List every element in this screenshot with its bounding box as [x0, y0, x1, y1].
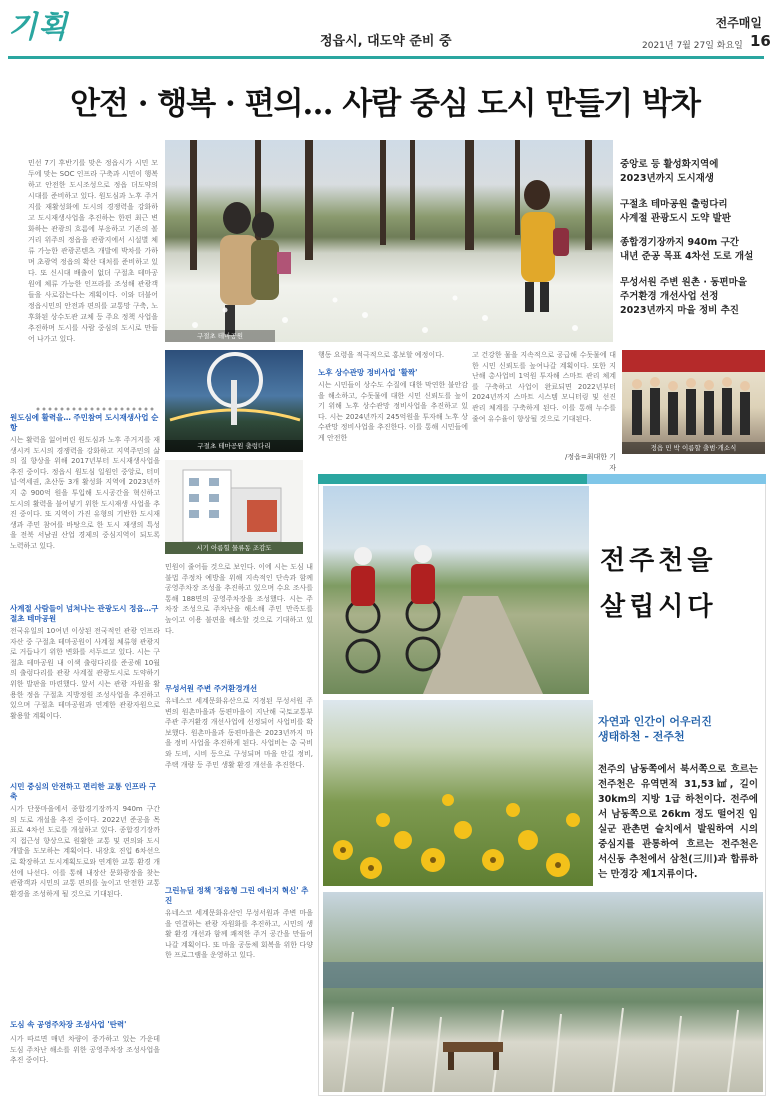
- campaign-photo-flowers: [323, 700, 593, 886]
- summary-3: [620, 236, 753, 264]
- ceremony-scene: [622, 350, 765, 454]
- section-title: 정읍시, 대도약 준비 중: [320, 34, 452, 49]
- summary-2: [620, 198, 731, 226]
- main-photo-scene: [165, 140, 613, 342]
- summary-2-line-2: 사계절 관광도시 도약 발판: [620, 213, 731, 224]
- yellow-flowers-scene: [323, 700, 593, 886]
- main-photo-caption: 구절초 테마공원: [165, 330, 275, 342]
- ceremony-caption: 정읍 민 박 이름할 출범·개소식: [622, 442, 765, 454]
- bridge-night-scene: [165, 350, 303, 452]
- left-subhead-4: 도심 속 공영주차장 조성사업 '탄력': [10, 1020, 127, 1029]
- campaign-subtitle-line-2: 생태하천 - 전주천: [598, 730, 685, 743]
- bridge-photo-caption: 구절초 테마공원 출렁다리: [165, 440, 303, 452]
- mid-text-3: 민원이 줄어들 것으로 보인다. 이에 시는 도심 내 불법 주정차 예방을 위해 지속적인 단속과 함께 공영주차장 조성을 추진하고 있으며 수요 조사를 통해 188면의 공영주차장을 조성했다. 시는 주차장 조성으로 주차난을 해소해 주민 만족도를 높이고 이용 불편을 해소할 것으로 기대하고 있다.: [165, 563, 313, 635]
- campaign-subtitle: [598, 714, 712, 744]
- campaign-subtitle-line-1: 자연과 인간이 어우러진: [598, 715, 712, 728]
- left-text-3: 시가 단풍마을에서 종합경기장까지 940m 구간의 도로 개설을 추진 중이다. 2022년 준공을 목표로 4차선 도로를 개설하고 있다. 종합경기장까지 접근성 향상으로 원활한 교통 및 편의와 도시개발을 도모하는 계획이다. 내장호 진입 6차선으로 확장하고 도시계획도로와 연계한 교통 환경 개선에 나선다. 이를 통해 내장산 문화광장을 찾는 관광객과 시민의 교통 편의를 높이고 안전한 교통 환경을 조성하게 될 것으로 기대된다.: [10, 805, 160, 898]
- housing-caption: 시기 아름힐 물류동 조감도: [165, 542, 303, 554]
- cyclists-scene: [323, 486, 589, 694]
- mid-text-1: 행동 요령을 적극적으로 홍보할 예정이다.: [318, 351, 445, 359]
- summary-4-line-3: 2023년까지 마을 정비 추진: [620, 305, 739, 316]
- left-text-4: 시가 따르면 매년 차량이 증가하고 있는 가운데 도심 주차난 해소를 위한 공영주차장 조성사업을 추진 중이다.: [10, 1035, 160, 1065]
- housing-rendering: [165, 460, 303, 554]
- dotted-divider: [35, 407, 155, 411]
- mid-subhead-3: 그린뉴딜 정책 '정읍형 그린 에너지 혁신' 추진: [165, 886, 309, 905]
- left-subhead-2: 사계절 사람들이 넘쳐나는 관광도시 정읍…구절초 테마공원: [10, 604, 159, 623]
- campaign-title-line-1: 전주천을: [600, 546, 717, 576]
- section-logo: 기획: [8, 10, 68, 45]
- summary-3-line-2: 내년 준공 목표 4차선 도로 개설: [620, 251, 754, 262]
- left-subhead-3: 시민 중심의 안전하고 편리한 교통 인프라 구축: [10, 782, 157, 801]
- housing-building: [165, 460, 303, 554]
- main-photo-flower-field: [165, 140, 613, 342]
- summary-1: [620, 158, 718, 186]
- ceremony-photo: [622, 350, 765, 454]
- campaign-body: 전주의 남동쪽에서 북서쪽으로 흐르는 전주천은 유역면적 31,53㎢, 길이 30km의 지방 1급 하천이다. 전주에서 남동쪽으로 26km 정도 떨어진 임실군 관촌면 슬치에서 발원하여 시의 중심지를 관통하여 흐르는 전주천은 서신동 추천에서 삼천(三川)과 합류하는 만경강 제1지류이다.: [598, 764, 758, 880]
- campaign-photo-river: [323, 892, 763, 1092]
- right-text: 고 건강한 물을 지속적으로 공급해 수돗물에 대한 시민 신뢰도를 높여나갈 계획이다. 또한 지난해 총사업비 1억원 투자해 스마트 관리 체계를 구축하고 사업이 완료되면 2022년부터 2024년까지 스마트 시스템 모니터링 및 선진 관리 체계를 구축하게 된다. 이를 통해 누수를 줄여 유수율이 향상될 것으로 기대된다.: [472, 351, 616, 423]
- page-number: 16: [750, 32, 771, 50]
- mid-subhead-2: 무성서원 주변 주거환경개선: [165, 684, 258, 693]
- summary-1-line-1: 중앙로 등 활성화지역에: [620, 159, 719, 170]
- summary-4-line-1: 무성서원 주변 원촌 · 동편마을: [620, 277, 747, 288]
- mid-text-5: 유네스코 세계문화유산인 무성서원과 주변 마을을 연결하는 관광 자원화를 추진하고, 시민의 생활 환경 개선과 함께 쾌적한 주거 공간을 만들어 나갈 계획이다. 또 마을 공동체 회복을 위한 다양한 프로그램을 운영하고 있다.: [165, 909, 313, 960]
- summary-4-line-2: 주거환경 개선사업 선정: [620, 291, 719, 302]
- river-reeds-scene: [323, 892, 763, 1092]
- left-text-2: 전국유일의 10여년 이상된 전국적인 관광 인프라 자산 중 구절초 테마공원이 사계절 체류형 관광지로 거듭나기 위한 변화를 서두르고 있다. 시는 구절초 테마공원 내 이색 출렁다리를 준공해 10월의 출렁다리를 관광 사계절 관광도시로 도약하기 위한 발판을 마련했다. 앞서 시는 관광 자원을 활용한 정읍 구절초 지방정원 조성사업을 추진하고 있으며 구절초 테마공원과 연계한 관광자원으로 활용할 계획이다.: [10, 627, 160, 720]
- newspaper-name: 전주매일: [715, 16, 762, 30]
- campaign-photo-cyclists: [323, 486, 589, 694]
- byline: /정읍=최대한 기자: [564, 453, 616, 472]
- bridge-photo: [165, 350, 303, 452]
- mid-text-4: 유네스코 세계문화유산으로 지정된 무성서원 주변의 원촌마을과 동편마을이 지난해 국토교통부 주관 주거환경 개선사업에 선정되어 사업비를 확보했다. 원촌마을과 동편마을은 2023년까지 마을 정비 사업을 추진하게 된다. 사업비는 총 국비와 도비, 시비 등으로 구성되며 마을 안길 정비, 주택 개량 등 주민 생활 환경 개선을 추진한다.: [165, 697, 313, 769]
- header-rule: [8, 56, 764, 59]
- campaign-title-line-2: 살립시다: [600, 592, 717, 622]
- lead-paragraph: 민선 7기 후반기를 맞은 정읍시가 시민 모두에 맞는 SOC 인프라 구축과 시민이 행복하고 안전한 도시조성으로 정읍 더도약의 시대를 준비하고 있다. 원도심과 노후 주거지를 재활성화에 도시의 경쟁력을 강화하고 도시재생사업을 추진하는 한편 최근 변화하는 관광의 흐름에 부응하고 기존의 볼거리 위주의 정읍을 관광지에서 시설별 체류 가능한 관광콘텐츠 개발에 박차를 가하며 초광역 정읍의 확산 대처를 준비하고 있다. 또 신시대 배출이 없더 구절초 테마공원에 체류 가능한 인프라를 조성해 관광객들을 사로잡는다는 계획이다. 이와 더불어 정읍시민의 안전과 편의를 교통망 구축, 노후화된 상수도관 교체 등 주요 정책 사업을 추진하며 도시를 사람 중심의 도시로 만들어 나가고 있다.: [28, 159, 158, 343]
- summary-3-line-1: 종합경기장까지 940m 구간: [620, 237, 739, 248]
- main-headline: 안전 · 행복 · 편의… 사람 중심 도시 만들기 박차: [70, 86, 700, 122]
- summary-1-line-2: 2023년까지 도시재생: [620, 173, 714, 184]
- mid-subhead-1: 노후 상수관망 정비사업 '활짝': [318, 368, 418, 377]
- summary-2-line-1: 구절초 테마공원 출렁다리: [620, 199, 728, 210]
- campaign-top-bar: [318, 474, 766, 484]
- issue-date: 2021년 7월 27일 화요일: [642, 41, 743, 51]
- left-text-1: 시는 활력을 잃어버린 원도심과 노후 주거지를 재생시켜 도시의 경쟁력을 강화하고 지역주민의 삶의 질 향상을 위해 2017년부터 도시재생사업을 추진 중이다. 정읍시 원도심 일원인 중앙로, 터미널·역세권, 초산동 3개 활성화 지역에 2023년까지 총 900억 원을 투입해 도시공간을 혁신하고 도시의 활력을 불어넣기 위한 도시재생 사업을 추진 중이다. 또 지역이 가진 유형의 기반한 도시재생과 주민 참여를 바탕으로 한 도시 재생의 특성을 전북 서남권 산업 경제의 중심지역이 되도록 노력하고 있다.: [10, 436, 160, 550]
- summary-4: [620, 276, 747, 318]
- mid-text-2: 시는 시민들이 상수도 수질에 대한 막연한 불안감을 해소하고, 수돗물에 대한 시민 신뢰도를 높이기 위해 노후 상수관망 정비사업을 추진하고 있다. 시는 2024년까지 245억원을 투자해 노후 상수관망 정비사업을 추진한다. 이를 통해 시민들에게 안전한: [318, 381, 468, 442]
- left-subhead-1: 원도심에 활력을… 주민참여 도시재생사업 순항: [10, 413, 159, 432]
